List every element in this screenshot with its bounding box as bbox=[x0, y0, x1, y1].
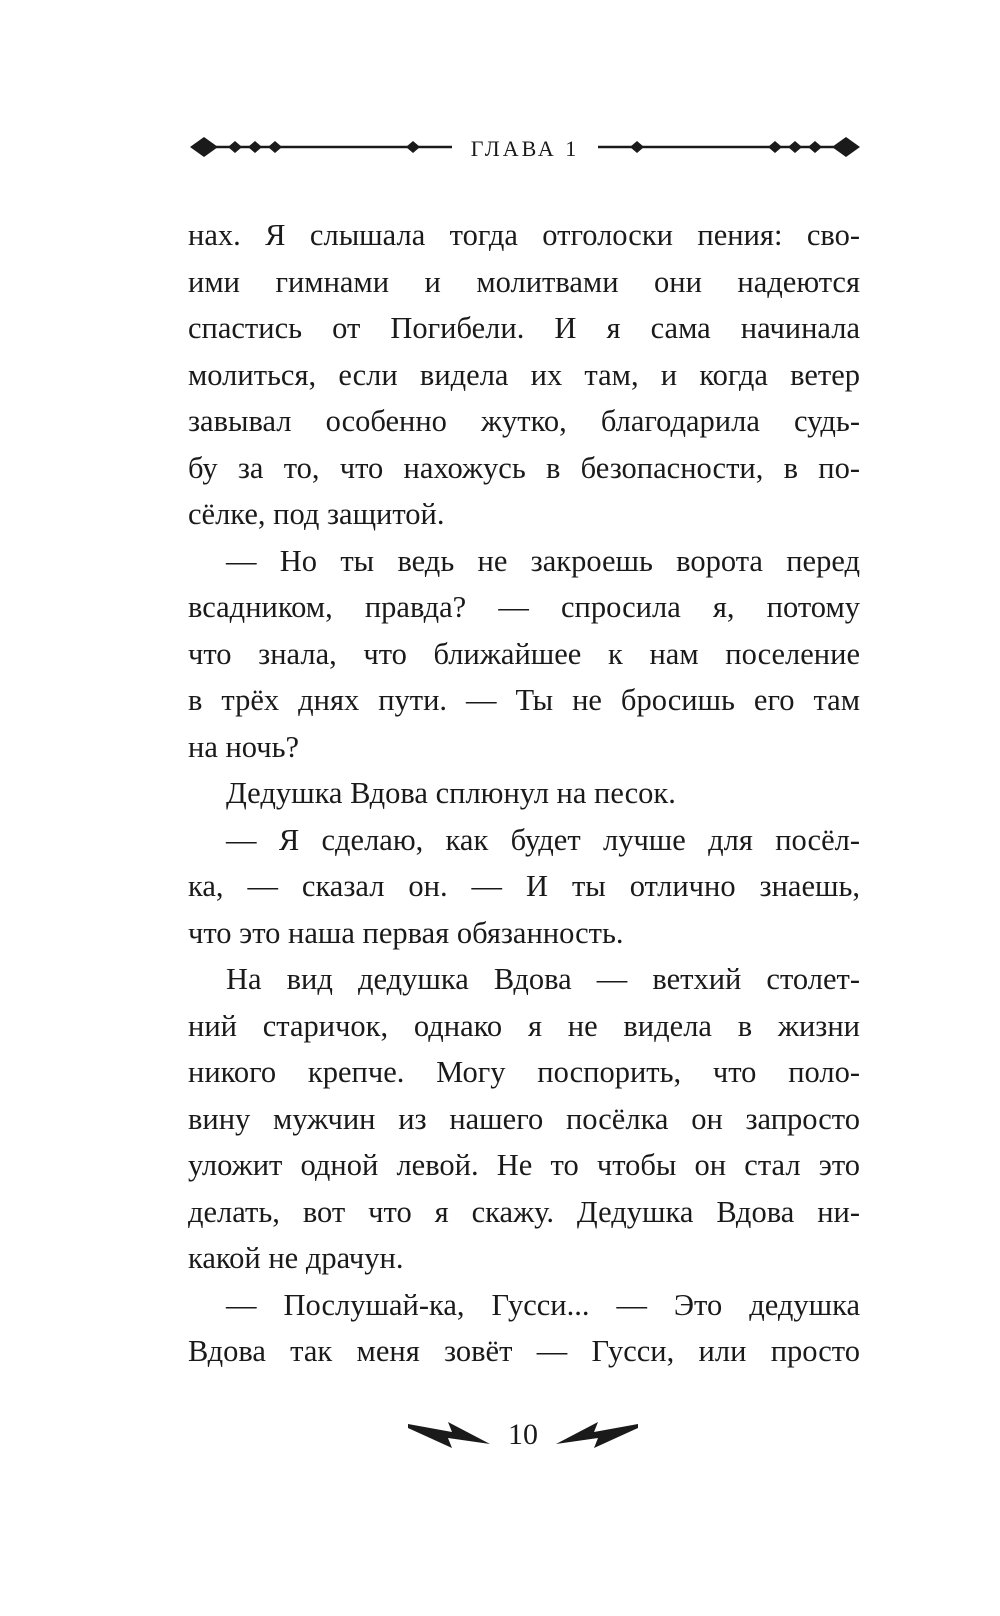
running-header bbox=[190, 128, 860, 168]
text-line: На вид дедушка Вдова — ветхий столет- bbox=[226, 962, 860, 996]
body-text bbox=[188, 212, 860, 1375]
text-line: что это наша первая обязанность. bbox=[188, 915, 624, 950]
text-line: завывал особенно жутко, благодарила судь- bbox=[188, 404, 860, 438]
diamond-line-ornament-right-icon bbox=[598, 134, 860, 160]
text-line: вину мужчин из нашего посёлка он запросто bbox=[188, 1101, 860, 1136]
text-line: молиться, если видела их там, и когда ветер bbox=[188, 357, 860, 392]
text-line: ка, — сказал он. — И ты отлично знаешь, bbox=[188, 869, 860, 903]
text-line: — Послушай-ка, Гусси... — Это дедушка bbox=[226, 1287, 860, 1322]
text-line: — Но ты ведь не закроешь ворота перед bbox=[226, 543, 860, 578]
text-line: бу за то, что нахожусь в безопасности, в по- bbox=[188, 450, 860, 485]
text-line: делать, вот что я скажу. Дедушка Вдова ни- bbox=[188, 1194, 860, 1229]
text-line: какой не драчун. bbox=[188, 1241, 404, 1275]
text-line: нах. Я слышала тогда отголоски пения: сво- bbox=[188, 218, 860, 252]
text-line: ний старичок, однако я не видела в жизни bbox=[188, 1008, 860, 1043]
text-line: в трёх днях пути. — Ты не бросишь его там bbox=[188, 683, 860, 717]
text-line: ими гимнами и молитвами они надеются bbox=[188, 264, 860, 299]
page-number: 10 bbox=[508, 1418, 538, 1451]
lightning-bolt-right-icon bbox=[556, 1418, 638, 1452]
text-line: на ночь? bbox=[188, 729, 300, 764]
text-line: Дедушка Вдова сплюнул на песок. bbox=[226, 776, 676, 810]
page-footer bbox=[408, 1412, 638, 1462]
text-line: сёлке, под защитой. bbox=[188, 497, 445, 531]
text-line: уложит одной левой. Не то чтобы он стал это bbox=[188, 1148, 860, 1182]
text-line: никого крепче. Могу поспорить, что поло- bbox=[188, 1055, 860, 1089]
text-line: — Я сделаю, как будет лучше для посёл- bbox=[226, 822, 860, 857]
text-line: что знала, что ближайшее к нам поселение bbox=[188, 636, 860, 671]
chapter-title: ГЛАВА 1 bbox=[470, 136, 580, 161]
text-line: спастись от Погибели. И я сама начинала bbox=[188, 311, 860, 345]
text-line: Вдова так меня зовёт — Гусси, или просто bbox=[188, 1334, 860, 1368]
text-line: всадником, правда? — спросила я, потому bbox=[188, 590, 860, 624]
